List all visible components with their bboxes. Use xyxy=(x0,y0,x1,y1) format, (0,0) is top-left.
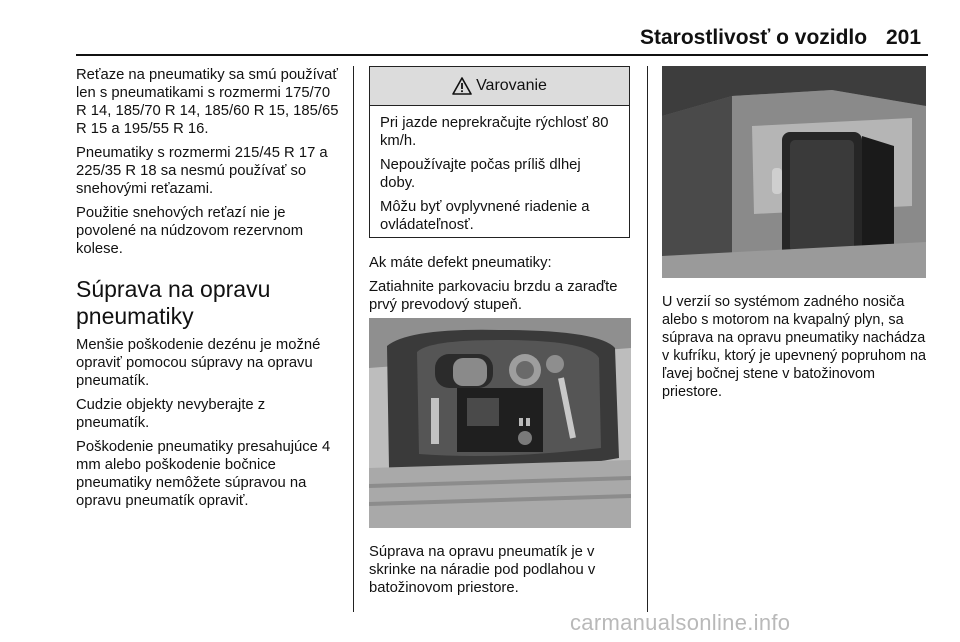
warning-body xyxy=(370,106,629,234)
caption-case-location: U verzií so systémom zadného nosiča alebo s motorom na kvapalný plyn, sa súprava na opravu pneumatiky nachádza v kufríku, ktorý je upevnený popruhom na ľavej bočnej stene v batožinovom priestore. xyxy=(662,294,926,400)
column-right-caption xyxy=(662,293,928,407)
paragraph-parking-brake: Zatiahnite parkovaciu brzdu a zaraďte prvý prevodový stupeň. xyxy=(369,279,618,313)
page-header-title: Starostlivosť o vozidlo xyxy=(640,26,868,49)
header-rule xyxy=(76,54,928,56)
paragraph-foreign-objects: Cudzie objekty nevyberajte z pneumatík. xyxy=(76,397,266,431)
warning-box xyxy=(369,66,630,238)
photo-tire-repair-kit-under-floor xyxy=(369,318,631,528)
paragraph-minor-damage: Menšie poškodenie dezénu je možné opraviť pomocou súpravy na opravu pneumatík. xyxy=(76,337,321,389)
paragraph-chain-forbidden-sizes: Pneumatiky s rozmermi 215/45 R 17 a 225/35 R 18 sa nesmú používať so snehovými reťazami. xyxy=(76,145,328,197)
warning-line-duration: Nepoužívajte počas príliš dlhej doby. xyxy=(380,157,581,191)
paragraph-flat-tire: Ak máte defekt pneumatiky: xyxy=(369,255,552,271)
warning-triangle-icon xyxy=(452,77,472,95)
photo-tire-repair-case-in-trunk xyxy=(662,66,926,278)
paragraph-snow-chain-sizes: Reťaze na pneumatiky sa smú používať len s pneumatikami s rozmermi 175/70 R 14, 185/70 R 14, 185/60 R 15, 185/65 R 15 a 195/55 R 16. xyxy=(76,67,339,137)
column-divider-left xyxy=(353,66,354,612)
column-middle-text xyxy=(369,254,635,320)
paragraph-major-damage: Poškodenie pneumatiky presahujúce 4 mm alebo poškodenie bočnice pneumatiky nemôžete súpravou na opravu pneumatík opraviť. xyxy=(76,439,331,509)
warning-header xyxy=(370,67,629,106)
section-heading-tire-repair-kit: Súprava na opravu pneumatiky xyxy=(76,276,271,329)
paragraph-spare-wheel-chains: Použitie snehových reťazí nie je povolené na núdzovom rezervnom kolese. xyxy=(76,205,304,257)
caption-kit-location: Súprava na opravu pneumatík je v skrinke na náradie pod podlahou v batožinovom priestore. xyxy=(369,544,596,596)
warning-line-handling: Môžu byť ovplyvnené riadenie a ovládateľnosť. xyxy=(380,199,590,233)
page-number: 201 xyxy=(886,26,922,49)
column-left xyxy=(76,66,340,516)
warning-line-speed: Pri jazde neprekračujte rýchlosť 80 km/h. xyxy=(380,115,609,149)
column-divider-right xyxy=(647,66,648,612)
column-middle-caption xyxy=(369,543,635,603)
warning-title: Varovanie xyxy=(476,77,547,94)
footer-watermark[interactable]: carmanualsonline.info xyxy=(570,610,791,635)
